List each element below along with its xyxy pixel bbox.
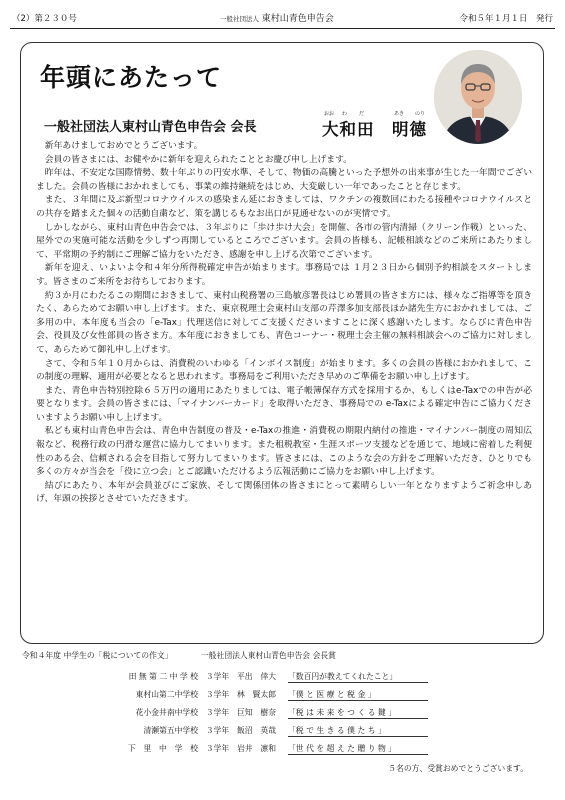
paragraph: 約３か月にわたるこの期間におきまして、東村山税務署の三島敏彦署長はじめ署員の皆さま方には、様々なご指導等を頂きたく、あらためてお願い申し上げます。また、東京税理士会東村山支部の芹澤多加支部長ほか諸先生方におかれましては、ご多用の中、本年度も当会の「e-Tax」代理送信に対してご支援くださいますことに深く感謝いたします。ならびに青色申告会、役員及び女性部員の皆さま方。本年度におきましても、青色コーナー・税理士会主催の無料相談会へのご協力に対しまして、あらためて御礼申し上げます。 [36, 290, 532, 355]
paragraph: 新年あけましておめでとうございます。 [44, 141, 203, 151]
award-work-title: 「世 代 を 超 え た 贈 り 物 」 [288, 743, 428, 755]
header-publisher [220, 10, 334, 28]
author-photo [434, 50, 522, 144]
award-student: 清瀬第五中学校 ３学年 飯沼 英哉 [143, 726, 276, 735]
paragraph: 私ども東村山青色申告会は、青色申告制度の普及・e-Taxの推進・消費税の期限内納付の推進・マイナンバー制度の周知広報など、税務行政の円滑な運営に協力してまいります。また租税教室・生涯スポーツ支援などを通じて、地域に密着した利便性のある会、信頼される会を目指して努力してまいります。皆さまには、このような会の方針をご理解いただき、ひとりでも多くの方々が当会を「役に立つ会」とご認識いただけるよう広報活動にご協力をお願い申し上げます。 [36, 426, 532, 478]
award-entry [22, 743, 542, 757]
paragraph: また、３年間に及ぶ新型コロナウイルスの感染まん延におきましては、ワクチンの複数回にわたる接種やコロナウイルスとの共存を踏まえた個々の活動自粛など、策を講じるもなお出口が見通せないのが実情です。 [36, 195, 532, 219]
publish-date: 令和５年１月１日 発行 [459, 14, 553, 24]
award-entry [22, 671, 542, 685]
issue-number: （2）第２３０号 [12, 14, 77, 24]
award-entry [22, 707, 542, 721]
essay-awards-section [22, 650, 542, 790]
awards-congratulations: ５名の方、受賞おめでとうございます。 [388, 764, 528, 773]
paragraph: 結びにあたり、本年が会員並びにご家族、そして関係団体の皆さまにとって素晴らしい一年となりますようご祈念申しあげ、年頭の挨拶とさせていただきます。 [36, 480, 532, 505]
paragraph: しかしながら、東村山青色申告会では、３年ぶりに「歩け歩け大会」を開催、各市の管内清掃（クリーン作戦）といった、屋外での実施可能な活動を少しずつ再開しているところでございます。会員の皆様も、記帳相談などのご来所にあたりまして、平常期の予約制にご理解ご協力をいただき、感謝を申し上げる次第でございます。 [36, 222, 532, 260]
award-work-title: 「僕 と 医 療 と 税 金 」 [288, 689, 428, 701]
award-student: 花小金井南中学校 ３学年 巨知 樹奈 [135, 708, 276, 717]
award-student: 下 里 中 学 校 ３学年 岩井 凛和 [127, 744, 276, 753]
award-entry [22, 725, 542, 739]
author-line [44, 110, 444, 139]
header-org-type: 一般社団法人 [220, 15, 259, 23]
paragraph: また、青色申告特別控除６５万円の適用にあたりましては、電子帳簿保存方式を採用するか、もしくはe-Taxでの申告が必要となります。会員の皆さまには、「マイナンバーカード」を取得いただき、事務局での e-Taxによる確定申告にご協力くださいますようお願い申し上げます。 [36, 385, 532, 423]
award-entry [22, 689, 542, 703]
header-org-name: 東村山青色申告会 [261, 14, 334, 24]
paragraph: 新年を迎え、いよいよ令和４年分所得税確定申告が始まります。事務局では １月２３日から個別予約相談をスタートします。皆さまのご来所をお待ちしております。 [36, 263, 532, 287]
author-name: 大和田 明德 [322, 120, 427, 139]
award-work-title: 「税 で 生 き る 僕 た ち 」 [288, 725, 428, 737]
author-organization: 一般社団法人東村山青色申告会 会長 [44, 120, 257, 135]
ruby-text: のり [415, 111, 426, 117]
award-work-title: 「税 は 未 来 を つ く る 鍵 」 [288, 707, 428, 719]
ruby-text: わ [342, 111, 348, 117]
paragraph: 昨年は、不安定な国際情勢、数十年ぶりの円安水準、そして、物価の高騰といった予想外の出来事が生じた一年間でございました。会員の皆様におかれましても、事業の維持継続をはじめ、大変厳しい一年であったことと存じます。 [36, 168, 532, 192]
award-work-title: 「数百円が教えてくれたこと」 [288, 671, 428, 683]
page-header [10, 10, 555, 29]
ruby-text: おお [324, 111, 335, 117]
awards-prize-name: 一般社団法人東村山青色申告会 会長賞 [200, 651, 336, 660]
awards-title: 令和４年度 中学生の「税についての作文」 [22, 651, 173, 660]
author-name-block [322, 110, 482, 139]
article-title: 年頭にあたって [40, 63, 223, 92]
ruby-text: あき [394, 111, 405, 117]
award-student: 田 無 第 二 中 学 校 ３学年 平出 倖大 [128, 672, 276, 681]
article-body [36, 140, 532, 507]
awards-heading [22, 650, 336, 661]
award-student: 東村山第二中学校 ３学年 林 賢太郎 [135, 690, 276, 699]
ruby-text: だ [359, 111, 365, 117]
paragraph: さて、令和５年１０月からは、消費税のいわゆる「インボイス制度」が始まります。多くの会員の皆様におかれまして、この制度の理解、適用が必要となると思われます。事務局をご利用いただき早めのご準備をお願い申し上げます。 [36, 358, 532, 383]
paragraph: 会員の皆さまには、お健やかに新年を迎えられたこととお慶び申し上げます。 [44, 154, 352, 165]
